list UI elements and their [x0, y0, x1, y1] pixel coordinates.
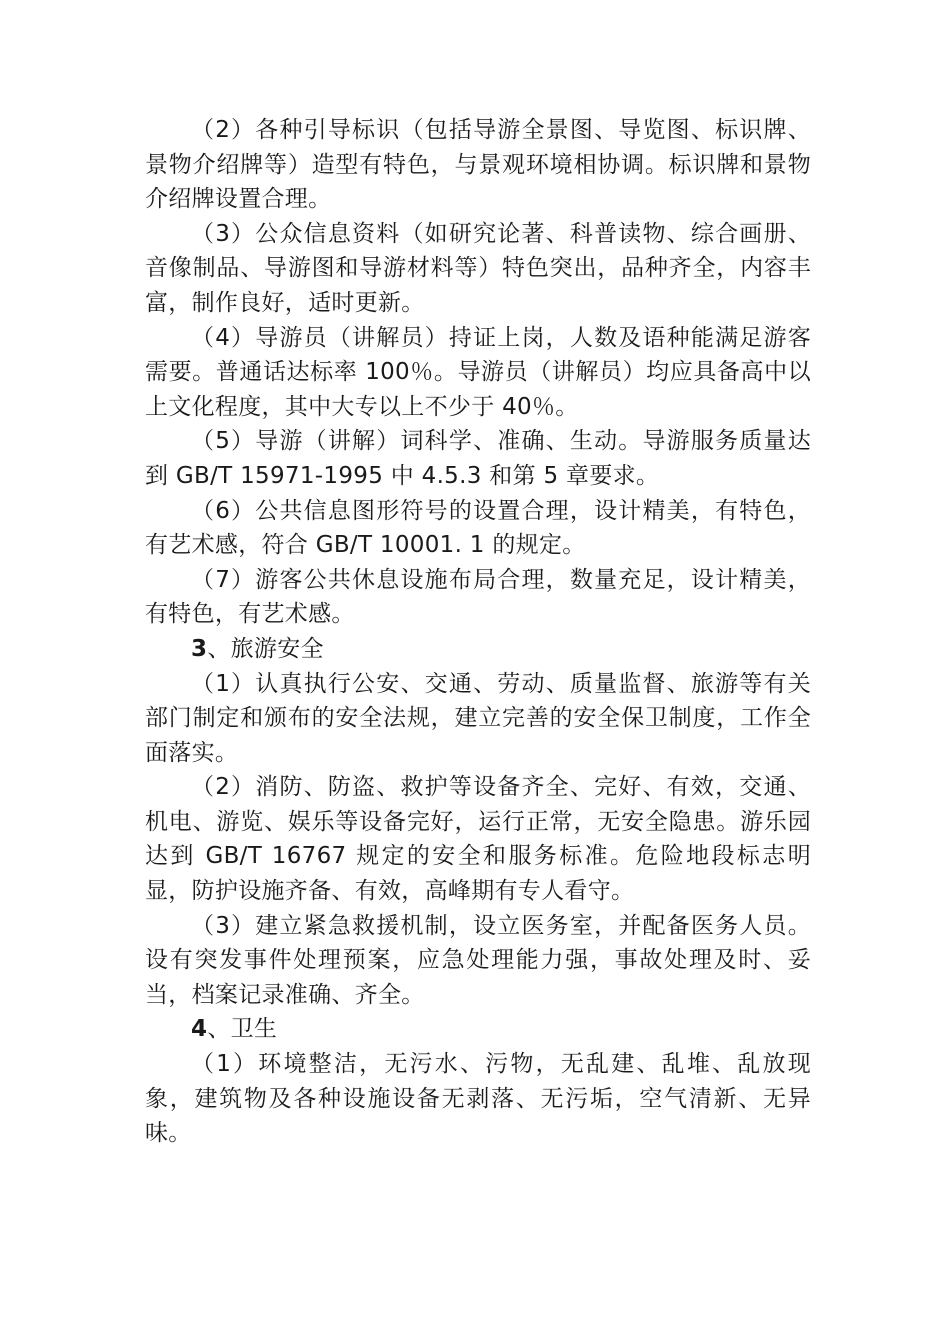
paragraph-guide-signs: （2）各种引导标识（包括导游全景图、导览图、标识牌、景物介绍牌等）造型有特色，与景观环境相协调。标识牌和景物介绍牌设置合理。: [145, 117, 811, 213]
paragraph-safety-regulations: （1）认真执行公安、交通、劳动、质量监督、旅游等有关部门制定和颁布的安全法规，建立完善的安全保卫制度，工作全面落实。: [145, 670, 811, 766]
section-heading-hygiene: [145, 1012, 811, 1047]
section-title: 、卫生: [207, 1016, 278, 1043]
paragraph-public-info-materials: （3）公众信息资料（如研究论著、科普读物、综合画册、音像制品、导游图和导游材料等）特色突出，品种齐全，内容丰富，制作良好，适时更新。: [145, 220, 811, 316]
section-number: 4: [191, 1016, 208, 1043]
paragraph-emergency-rescue: （3）建立紧急救援机制，设立医务室，并配备医务人员。设有突发事件处理预案，应急处理能力强，事故处理及时、妥当，档案记录准确、齐全。: [145, 912, 811, 1008]
section-heading-tourism-safety: [145, 632, 811, 667]
section-title: 、旅游安全: [207, 635, 324, 662]
document-body: [145, 113, 811, 1151]
paragraph-environment-cleanliness: （1）环境整洁，无污水、污物，无乱建、乱堆、乱放现象，建筑物及各种设施设备无剥落、无污垢，空气清新、无异味。: [145, 1051, 811, 1147]
section-number: 3: [191, 635, 208, 662]
paragraph-safety-equipment: （2）消防、防盗、救护等设备齐全、完好、有效，交通、机电、游览、娱乐等设备完好，运行正常，无安全隐患。游乐园达到 GB/T 16767 规定的安全和服务标准。危险地段标志明显，防护设施齐备、有效，高峰期有专人看守。: [145, 774, 811, 905]
paragraph-public-info-symbols: （6）公共信息图形符号的设置合理，设计精美，有特色，有艺术感，符合 GB/T 10001. 1 的规定。: [145, 497, 811, 559]
paragraph-guide-commentary: （5）导游（讲解）词科学、准确、生动。导游服务质量达到 GB/T 15971-1995 中 4.5.3 和第 5 章要求。: [145, 428, 811, 489]
paragraph-rest-facilities: （7）游客公共休息设施布局合理，数量充足，设计精美，有特色，有艺术感。: [145, 566, 811, 628]
paragraph-tour-guides: （4）导游员（讲解员）持证上岗，人数及语种能满足游客需要。普通话达标率 100％。导游员（讲解员）均应具备高中以上文化程度，其中大专以上不少于 40％。: [145, 324, 811, 420]
